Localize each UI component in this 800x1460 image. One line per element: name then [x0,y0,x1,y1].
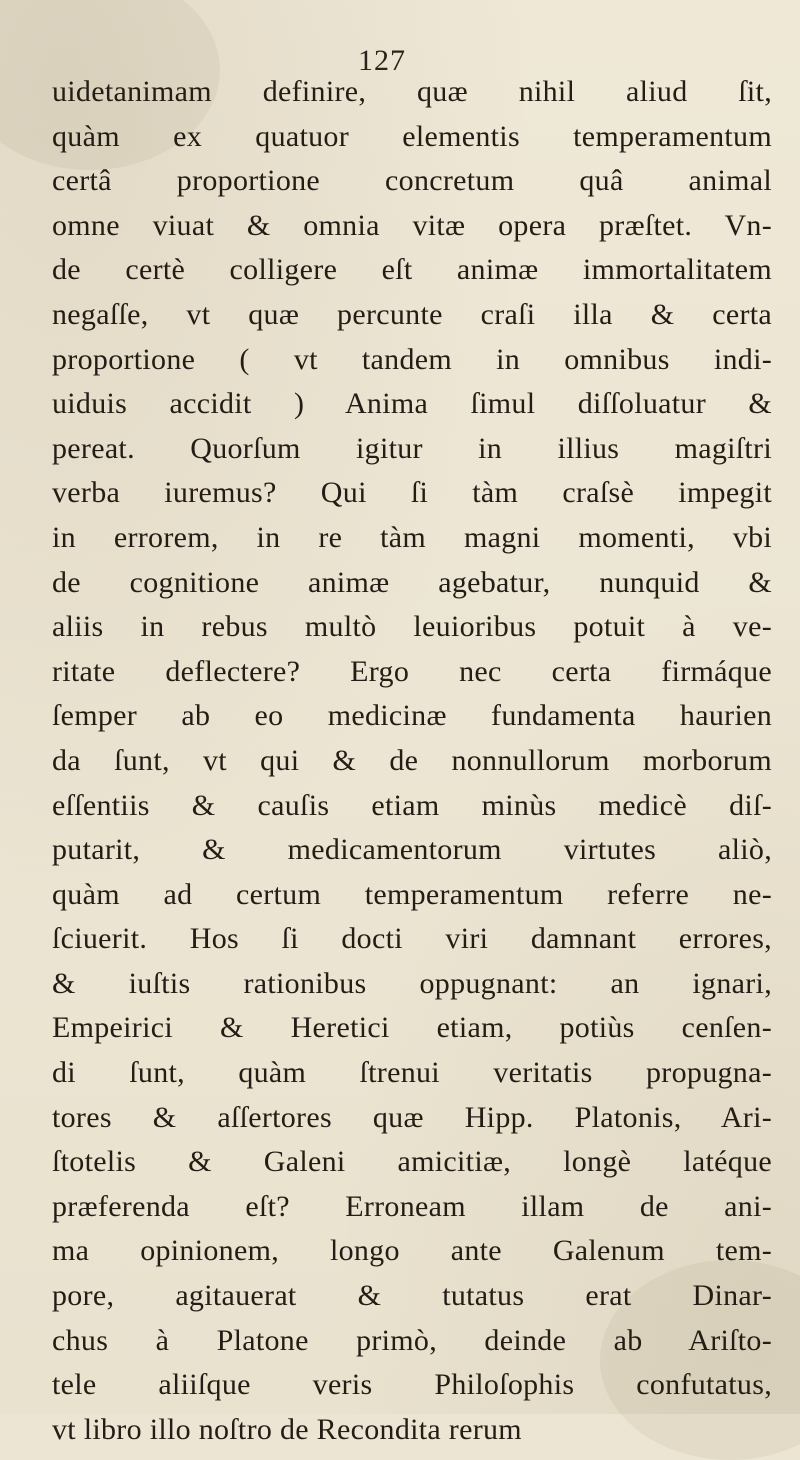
text-line: tores & aſſertores quæ Hipp. Platonis, Ari- [52,1100,772,1134]
text-line: quàm ad certum temperamentum referre ne- [52,877,772,911]
text-line: verba iuremus? Qui ſi tàm craſsè impegit [52,476,772,510]
text-line: quàm ex quatuor elementis temperamentum [52,119,772,153]
text-line: da ſunt, vt qui & de nonnullorum morborum [52,743,772,777]
text-line: putarit, & medicamentorum virtutes aliò, [52,833,772,867]
text-line: proportione ( vt tandem in omnibus indi- [52,342,772,376]
text-line: chus à Platone primò, deinde ab Ariſto- [52,1323,772,1357]
text-line: ſciuerit. Hos ſi docti viri damnant errores, [52,922,772,956]
text-line: de cognitione animæ agebatur, nunquid & [52,565,772,599]
text-line: vt libro illo noſtro de Recondita rerum [52,1412,522,1446]
text-line: pereat. Quorſum igitur in illius magiſtri [52,431,772,465]
text-line: Empeirici & Heretici etiam, potiùs cenſen- [52,1011,772,1045]
text-line: uiduis accidit ) Anima ſimul diſſoluatur & [52,387,772,421]
text-line: aliis in rebus multò leuioribus potuit à ve- [52,610,772,644]
text-line: ſemper ab eo medicinæ fundamenta haurien [52,699,772,733]
text-line: præferenda eſt? Erroneam illam de ani- [52,1189,772,1223]
text-line: pore, agitauerat & tutatus erat Dinar- [52,1279,772,1313]
text-line: & iuſtis rationibus oppugnant: an ignari, [52,966,772,1000]
text-line: eſſentiis & cauſis etiam minùs medicè diſ- [52,788,772,822]
text-line: ma opinionem, longo ante Galenum tem- [52,1234,772,1268]
text-line: uidetanimam definire, quæ nihil aliud ſit, [52,75,772,108]
text-line: omne viuat & omnia vitæ opera præſtet. Vn- [52,208,772,242]
page-number: 127 [358,44,406,77]
text-line: in errorem, in re tàm magni momenti, vbi [52,520,772,554]
text-line: negaſſe, vt quæ percunte craſi illa & certa [52,297,772,331]
text-line: ritate deflectere? Ergo nec certa firmáque [52,654,772,688]
text-line: de certè colligere eſt animæ immortalitatem [52,253,772,287]
text-line: ſtotelis & Galeni amicitiæ, longè latéque [52,1145,772,1179]
text-line: tele aliiſque veris Philoſophis confutatus, [52,1368,772,1402]
text-line: certâ proportione concretum quâ animal [52,164,772,198]
body-text [52,70,772,1452]
text-line: di ſunt, quàm ſtrenui veritatis propugna- [52,1056,772,1090]
